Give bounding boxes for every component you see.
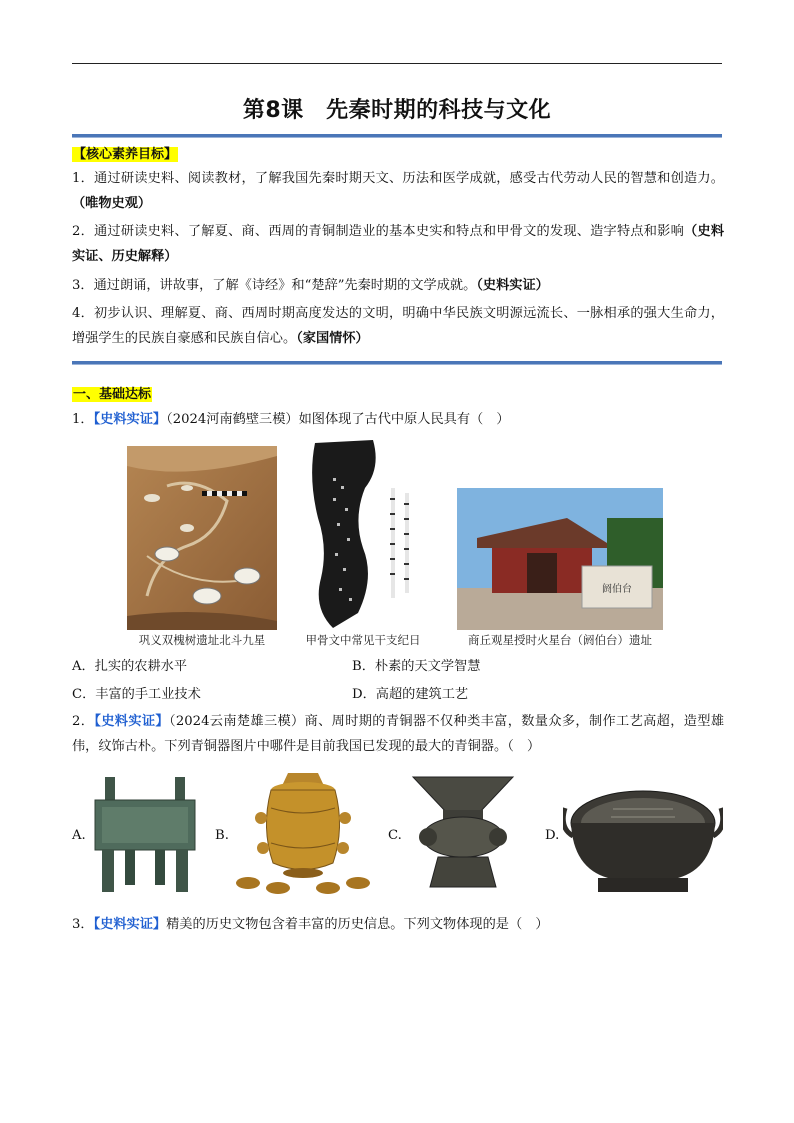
goal-item-3: 3．通过朗诵，讲故事，了解《诗经》和“楚辞”先秦时期的文学成就。（史料实证） [72, 278, 549, 293]
sign-text: 阏伯台 [602, 584, 632, 595]
q2-label-d: D. [545, 828, 560, 843]
seismograph-image [233, 768, 373, 898]
option-c: C．丰富的手工业技术 [72, 687, 201, 702]
option-b: B．朴素的天文学智慧 [352, 659, 481, 674]
simuwu-ding-image [90, 775, 200, 895]
header-rule [72, 63, 722, 64]
bronze-pan-image [563, 778, 723, 896]
goals-bottom-border [72, 361, 722, 364]
section-heading: 一、基础达标 [73, 387, 152, 402]
goal-item-4: 4．初步认识、理解夏、商、西周时期高度发达的文明，明确中华民族文明源远流长、一脉相承的强大生命力，增强学生的民族自豪感和民族自信心。（家国情怀） [72, 306, 724, 346]
q2-label-a: A. [72, 828, 86, 843]
question-1: 1．【史料实证】（2024河南鹤壁三模）如图体现了古代中原人民具有（ ） [72, 412, 510, 427]
yanbo-terrace-photo [457, 488, 663, 630]
page-title: 第8课 先秦时期的科技与文化 [242, 98, 552, 123]
q2-label-c: C. [388, 828, 402, 843]
q2-label-b: B. [215, 828, 229, 843]
goals-heading: 【核心素养目标】 [73, 147, 178, 162]
oracle-bone-image [303, 438, 423, 630]
goal-item-2: 2．通过研读史料、了解夏、商、西周的青铜制造业的基本史实和特点和甲骨文的发现、造字特点和影响（史料实证、历史解释） [72, 224, 725, 264]
four-ram-zun-image [408, 772, 518, 890]
option-d: D．高超的建筑工艺 [352, 687, 469, 702]
question-3: 3．【史料实证】精美的历史文物包含着丰富的历史信息。下列文物体现的是（ ） [72, 917, 549, 932]
caption-2: 甲骨文中常见干支纪日 [305, 633, 421, 647]
option-a: A．扎实的农耕水平 [72, 659, 188, 674]
beidou-site-photo [127, 446, 277, 630]
question-2: 2．【史料实证】（2024云南楚雄三模）商、周时期的青铜器不仅种类丰富，数量众多，制作工艺高超，造型雄伟，纹饰古朴。下列青铜器图片中哪件是目前我国已发现的最大的青铜器。（ ） [72, 714, 725, 754]
goals-top-border [72, 134, 722, 137]
caption-1: 巩义双槐树遗址北斗九星 [138, 633, 266, 647]
goal-item-1: 1．通过研读史料、阅读教材，了解我国先秦时期天文、历法和医学成就，感受古代劳动人民的智慧和创造力。（唯物史观） [72, 171, 724, 211]
caption-3: 商丘观星授时火星台（阏伯台）遗址 [468, 633, 652, 647]
